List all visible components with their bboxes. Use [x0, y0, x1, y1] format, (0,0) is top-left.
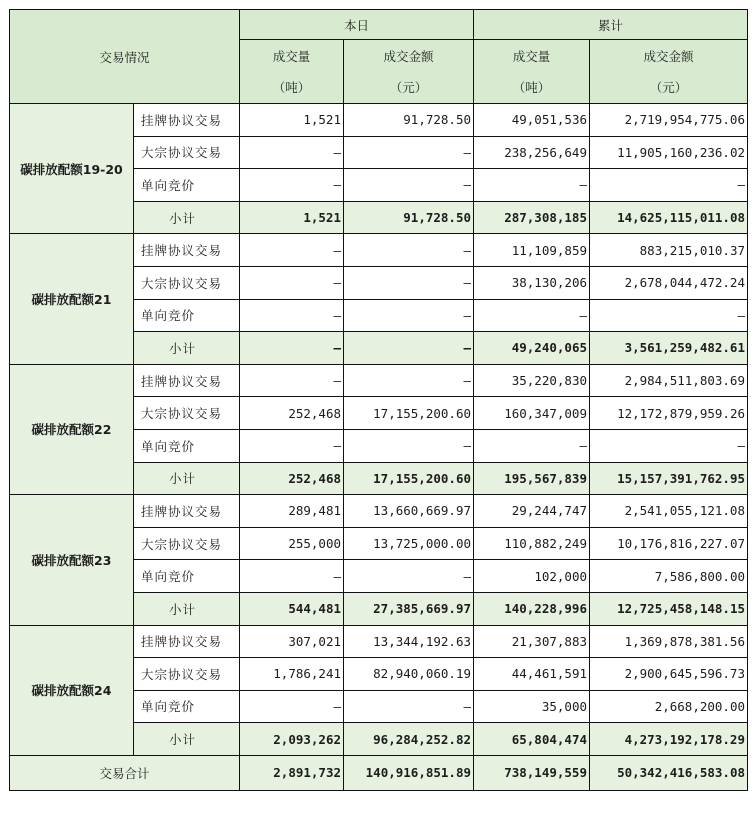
grand-total-label: 交易合计 [10, 755, 240, 790]
today-volume-cell: – [240, 332, 344, 365]
today-amount-cell: 13,660,669.97 [344, 495, 474, 528]
table-row [10, 234, 748, 267]
trade-type-cell: 挂牌协议交易 [134, 234, 240, 267]
today-amount-cell: – [344, 690, 474, 723]
today-volume-cell: 1,786,241 [240, 658, 344, 691]
cumulative-volume-cell: 38,130,206 [474, 266, 590, 299]
cumulative-volume-cell: 110,882,249 [474, 527, 590, 560]
today-volume-cell: 307,021 [240, 625, 344, 658]
table-row [10, 364, 748, 397]
header-cum-volume-unit: （吨） [474, 72, 590, 104]
cumulative-volume-cell: 21,307,883 [474, 625, 590, 658]
cumulative-volume-cell: 35,000 [474, 690, 590, 723]
group-name-cell: 碳排放配额19-20 [10, 104, 134, 234]
trade-type-cell: 大宗协议交易 [134, 136, 240, 169]
subtotal-label: 小计 [134, 462, 240, 495]
cumulative-volume-cell: 287,308,185 [474, 201, 590, 234]
today-amount-cell: 17,155,200.60 [344, 397, 474, 430]
total-cumulative-amount: 50,342,416,583.08 [590, 755, 748, 790]
cumulative-amount-cell: 2,678,044,472.24 [590, 266, 748, 299]
today-volume-cell: 544,481 [240, 592, 344, 625]
today-volume-cell: 255,000 [240, 527, 344, 560]
cumulative-amount-cell: 883,215,010.37 [590, 234, 748, 267]
today-amount-cell: 91,728.50 [344, 104, 474, 137]
cumulative-amount-cell: – [590, 299, 748, 332]
trade-type-cell: 挂牌协议交易 [134, 104, 240, 137]
today-volume-cell: 1,521 [240, 201, 344, 234]
trade-type-cell: 单向竞价 [134, 560, 240, 593]
today-amount-cell: 17,155,200.60 [344, 462, 474, 495]
group-name-cell: 碳排放配额23 [10, 495, 134, 625]
cumulative-amount-cell: 11,905,160,236.02 [590, 136, 748, 169]
cumulative-volume-cell: – [474, 169, 590, 202]
table-row [10, 625, 748, 658]
today-volume-cell: – [240, 136, 344, 169]
today-volume-cell: – [240, 364, 344, 397]
trade-type-cell: 大宗协议交易 [134, 527, 240, 560]
cumulative-volume-cell: 65,804,474 [474, 723, 590, 756]
subtotal-label: 小计 [134, 592, 240, 625]
table-body [10, 104, 748, 791]
subtotal-label: 小计 [134, 332, 240, 365]
trade-type-cell: 大宗协议交易 [134, 397, 240, 430]
cumulative-amount-cell: 2,541,055,121.08 [590, 495, 748, 528]
cumulative-volume-cell: 49,051,536 [474, 104, 590, 137]
cumulative-amount-cell: 2,900,645,596.73 [590, 658, 748, 691]
header-today-volume-unit: （吨） [240, 72, 344, 104]
today-volume-cell: – [240, 429, 344, 462]
cumulative-volume-cell: 238,256,649 [474, 136, 590, 169]
today-volume-cell: – [240, 690, 344, 723]
cumulative-amount-cell: 3,561,259,482.61 [590, 332, 748, 365]
trade-type-cell: 单向竞价 [134, 690, 240, 723]
cumulative-volume-cell: 11,109,859 [474, 234, 590, 267]
cumulative-amount-cell: 14,625,115,011.08 [590, 201, 748, 234]
today-amount-cell: 13,344,192.63 [344, 625, 474, 658]
header-cumulative: 累计 [474, 10, 748, 40]
group-name-cell: 碳排放配额22 [10, 364, 134, 494]
header-cum-amount-unit: （元） [590, 72, 748, 104]
subtotal-label: 小计 [134, 723, 240, 756]
today-amount-cell: 96,284,252.82 [344, 723, 474, 756]
cumulative-volume-cell: 102,000 [474, 560, 590, 593]
cumulative-volume-cell: 160,347,009 [474, 397, 590, 430]
header-row-periods [10, 10, 748, 40]
today-volume-cell: – [240, 299, 344, 332]
cumulative-volume-cell: 44,461,591 [474, 658, 590, 691]
today-volume-cell: 289,481 [240, 495, 344, 528]
group-name-cell: 碳排放配额24 [10, 625, 134, 755]
cumulative-amount-cell: 2,719,954,775.06 [590, 104, 748, 137]
today-volume-cell: – [240, 234, 344, 267]
cumulative-amount-cell: 12,725,458,148.15 [590, 592, 748, 625]
today-amount-cell: – [344, 136, 474, 169]
cumulative-volume-cell: 49,240,065 [474, 332, 590, 365]
group-name-cell: 碳排放配额21 [10, 234, 134, 364]
cumulative-volume-cell: 29,244,747 [474, 495, 590, 528]
today-amount-cell: 82,940,060.19 [344, 658, 474, 691]
cumulative-amount-cell: – [590, 429, 748, 462]
trade-type-cell: 单向竞价 [134, 299, 240, 332]
header-cum-amount: 成交金额 [590, 40, 748, 72]
today-volume-cell: – [240, 266, 344, 299]
header-cum-volume: 成交量 [474, 40, 590, 72]
today-amount-cell: – [344, 332, 474, 365]
cumulative-amount-cell: 2,984,511,803.69 [590, 364, 748, 397]
today-amount-cell: – [344, 299, 474, 332]
cumulative-amount-cell: 15,157,391,762.95 [590, 462, 748, 495]
header-trading-situation: 交易情况 [10, 10, 240, 104]
cumulative-volume-cell: 140,228,996 [474, 592, 590, 625]
today-amount-cell: – [344, 169, 474, 202]
carbon-trading-table [9, 9, 748, 791]
cumulative-volume-cell: – [474, 429, 590, 462]
cumulative-amount-cell: 12,172,879,959.26 [590, 397, 748, 430]
header-today-amount-unit: （元） [344, 72, 474, 104]
trade-type-cell: 挂牌协议交易 [134, 625, 240, 658]
cumulative-amount-cell: 10,176,816,227.07 [590, 527, 748, 560]
trading-table-container [9, 9, 748, 791]
today-volume-cell: 2,093,262 [240, 723, 344, 756]
total-today-amount: 140,916,851.89 [344, 755, 474, 790]
cumulative-amount-cell: 1,369,878,381.56 [590, 625, 748, 658]
table-row [10, 495, 748, 528]
today-amount-cell: – [344, 429, 474, 462]
cumulative-amount-cell: – [590, 169, 748, 202]
today-amount-cell: – [344, 266, 474, 299]
trade-type-cell: 单向竞价 [134, 429, 240, 462]
trade-type-cell: 挂牌协议交易 [134, 495, 240, 528]
grand-total-row [10, 755, 748, 790]
today-amount-cell: 13,725,000.00 [344, 527, 474, 560]
trade-type-cell: 大宗协议交易 [134, 266, 240, 299]
today-amount-cell: 27,385,669.97 [344, 592, 474, 625]
cumulative-volume-cell: – [474, 299, 590, 332]
today-volume-cell: 1,521 [240, 104, 344, 137]
today-volume-cell: 252,468 [240, 462, 344, 495]
cumulative-amount-cell: 4,273,192,178.29 [590, 723, 748, 756]
today-volume-cell: 252,468 [240, 397, 344, 430]
total-today-volume: 2,891,732 [240, 755, 344, 790]
today-amount-cell: – [344, 560, 474, 593]
trade-type-cell: 大宗协议交易 [134, 658, 240, 691]
cumulative-amount-cell: 7,586,800.00 [590, 560, 748, 593]
cumulative-volume-cell: 35,220,830 [474, 364, 590, 397]
total-cumulative-volume: 738,149,559 [474, 755, 590, 790]
today-volume-cell: – [240, 560, 344, 593]
header-today-volume: 成交量 [240, 40, 344, 72]
table-row [10, 104, 748, 137]
today-amount-cell: – [344, 234, 474, 267]
subtotal-label: 小计 [134, 201, 240, 234]
cumulative-volume-cell: 195,567,839 [474, 462, 590, 495]
header-today-amount: 成交金额 [344, 40, 474, 72]
today-volume-cell: – [240, 169, 344, 202]
trade-type-cell: 单向竞价 [134, 169, 240, 202]
today-amount-cell: – [344, 364, 474, 397]
today-amount-cell: 91,728.50 [344, 201, 474, 234]
header-today: 本日 [240, 10, 474, 40]
trade-type-cell: 挂牌协议交易 [134, 364, 240, 397]
cumulative-amount-cell: 2,668,200.00 [590, 690, 748, 723]
